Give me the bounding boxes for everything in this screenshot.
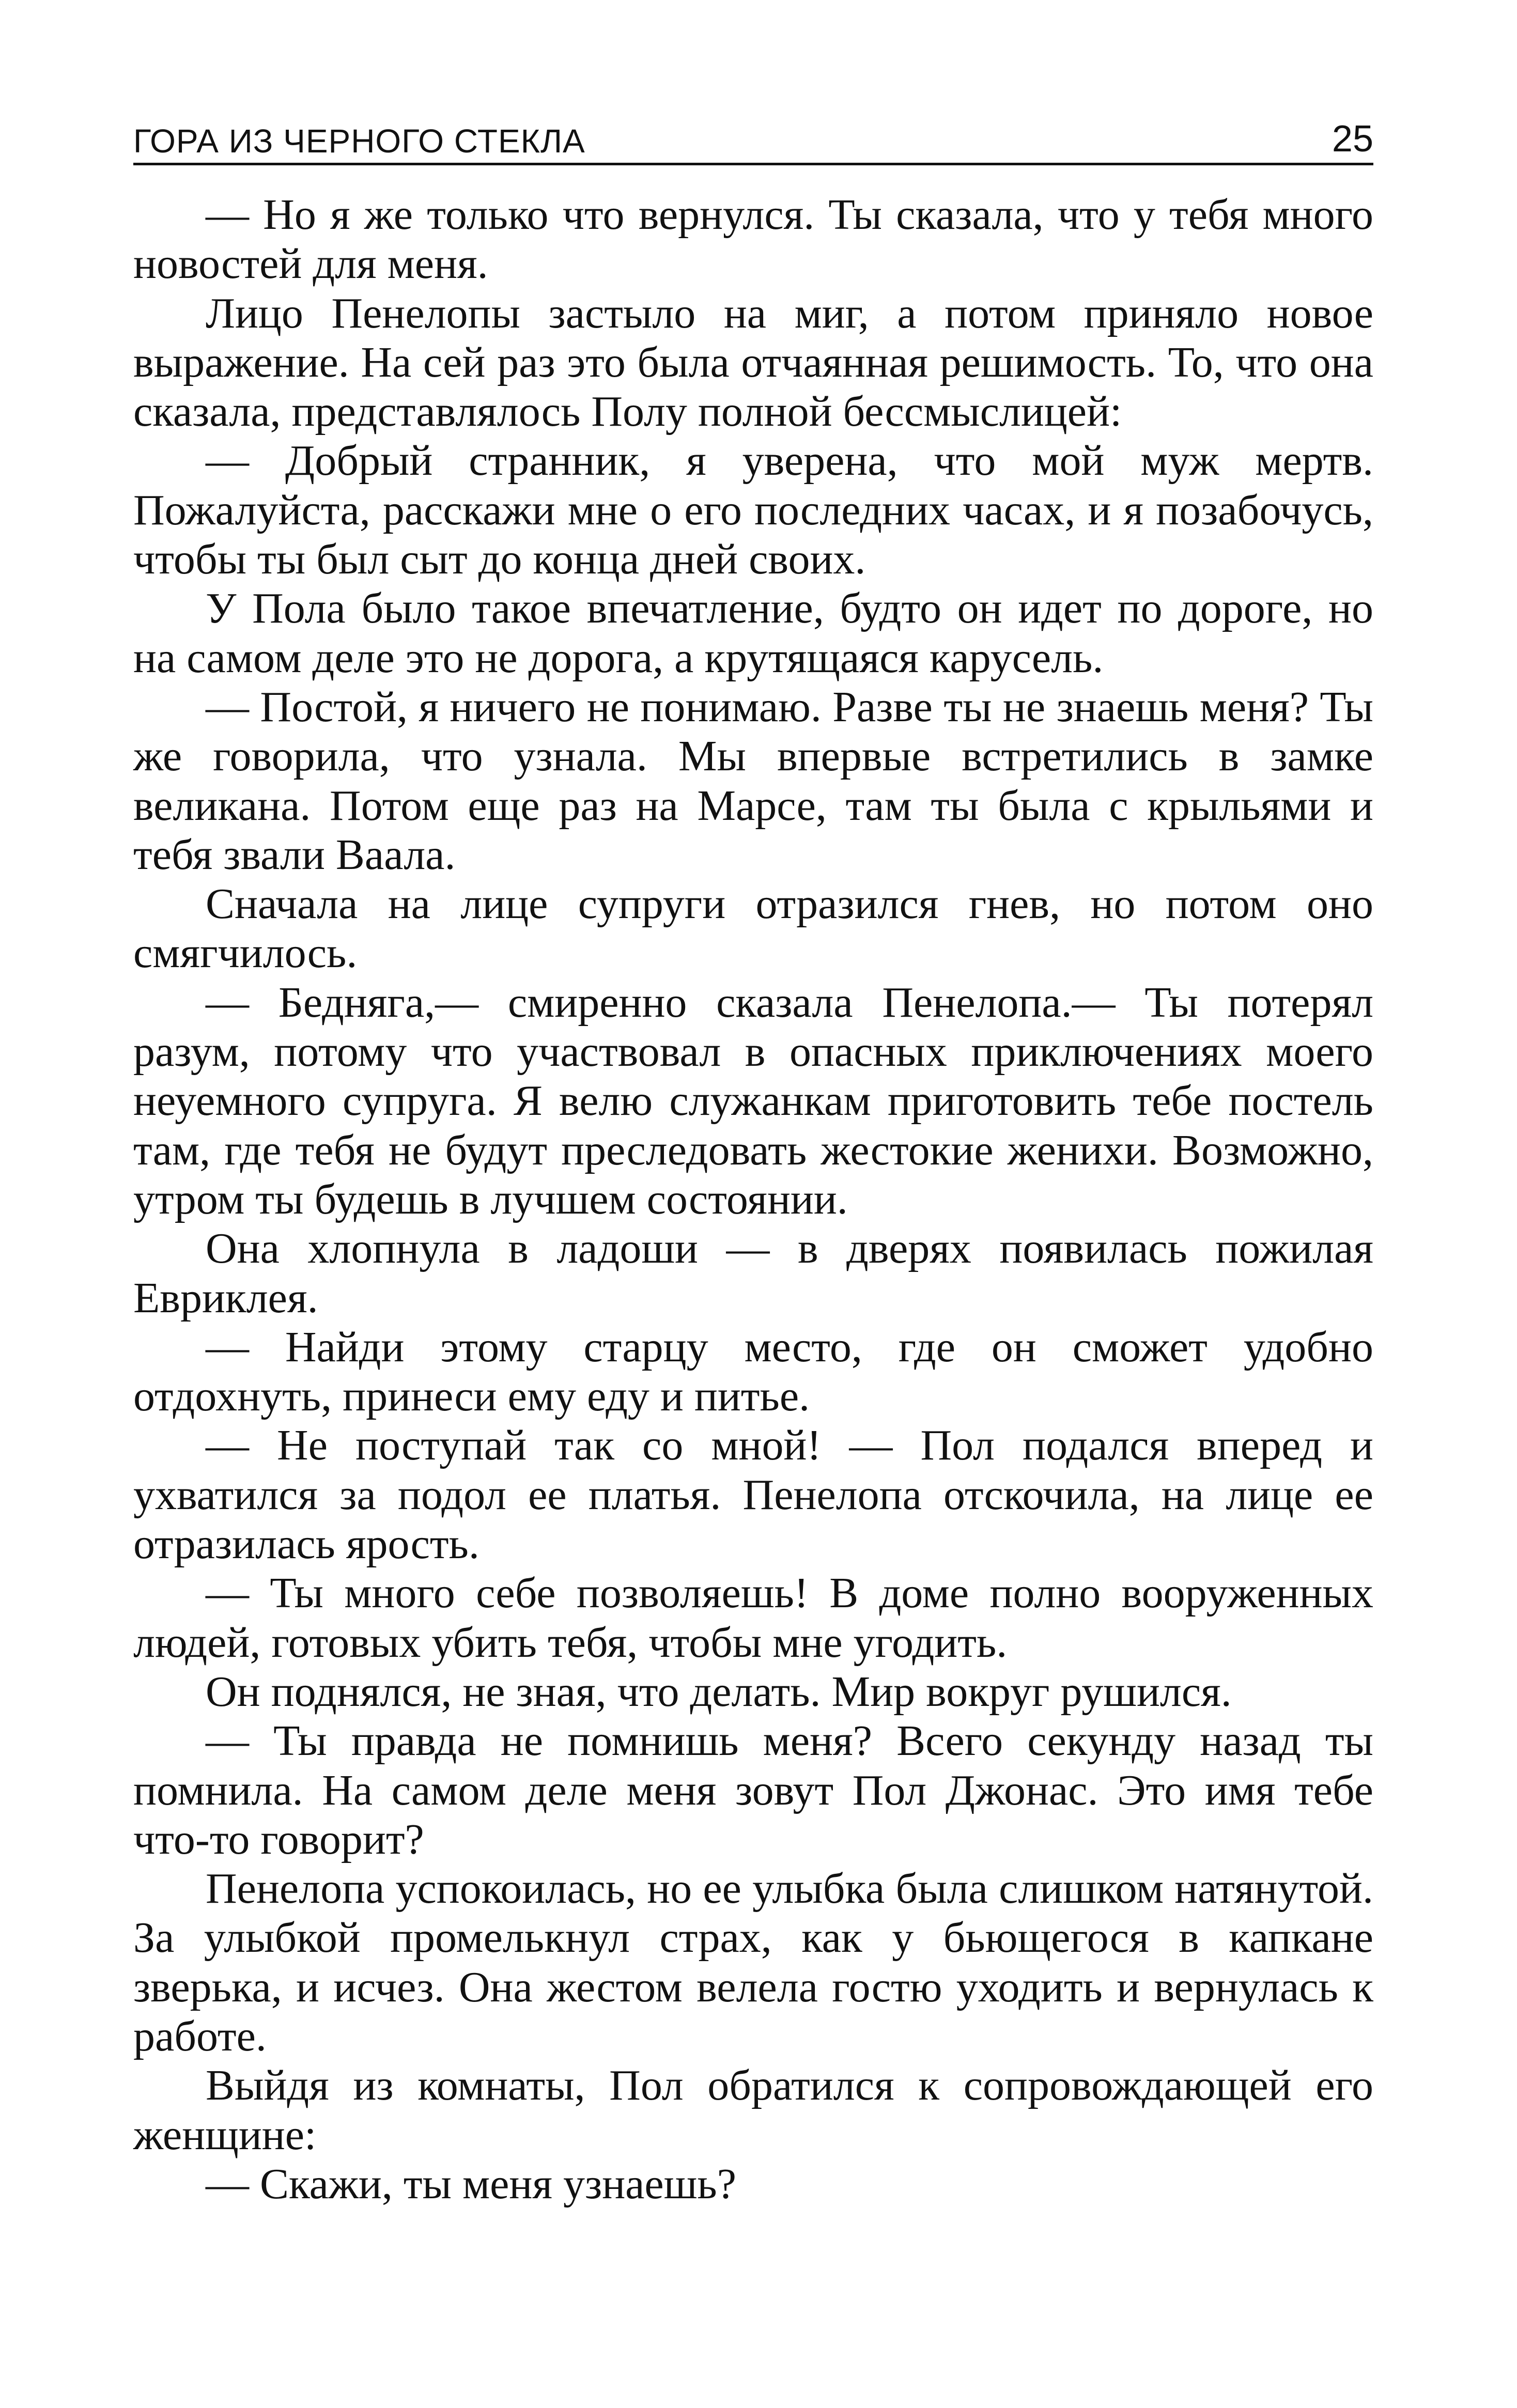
paragraph: — Но я же только что вернулся. Ты сказала, что у тебя много новостей для меня. bbox=[133, 191, 1373, 288]
paragraph: — Скажи, ты меня узнаешь? bbox=[206, 2160, 736, 2208]
paragraph: — Бедняга,— смиренно сказала Пенелопа.— Ты потерял разум, потому что участвовал в опасных приключениях моего неуемного супруга. Я велю служанкам приготовить тебе постель там, где тебя не будут преследовать жестокие женихи. Возможно, утром ты будешь в лучшем состоянии. bbox=[133, 978, 1373, 1223]
paragraph: — Добрый странник, я уверена, что мой муж мертв. Пожалуйста, расскажи мне о его последних часах, и я позабочусь, чтобы ты был сыт до конца дней своих. bbox=[133, 437, 1373, 584]
paragraph: Выйдя из комнаты, Пол обратился к сопровождающей его женщине: bbox=[133, 2061, 1373, 2159]
paragraph: — Постой, я ничего не понимаю. Разве ты не знаешь меня? Ты же говорила, что узнала. Мы впервые встретились в замке великана. Потом еще раз на Марсе, там ты была с крыльями и тебя звали Ваала. bbox=[133, 682, 1373, 879]
paragraph: — Ты правда не помнишь меня? Всего секунду назад ты помнила. На самом деле меня зовут Пол Джонас. Это имя тебе что-то говорит? bbox=[133, 1717, 1373, 1863]
page-number: 25 bbox=[1332, 118, 1373, 160]
paragraph: Она хлопнула в ладоши — в дверях появилась пожилая Евриклея. bbox=[133, 1224, 1373, 1322]
paragraph: Пенелопа успокоилась, но ее улыбка была слишком натянутой. За улыбкой промелькнул страх, как у бьющегося в капкане зверька, и исчез. Она жестом велела гостю уходить и вернулась к работе. bbox=[133, 1865, 1373, 2060]
running-title: ГОРА ИЗ ЧЕРНОГО СТЕКЛА bbox=[133, 122, 585, 160]
body-text bbox=[133, 190, 1373, 2209]
paragraph: Он поднялся, не зная, что делать. Мир вокруг рушился. bbox=[206, 1667, 1232, 1716]
paragraph: — Найди этому старцу место, где он сможет удобно отдохнуть, принеси ему еду и питье. bbox=[133, 1323, 1373, 1421]
paragraph: — Не поступай так со мной! — Пол подался вперед и ухватился за подол ее платья. Пенелопа отскочила, на лице ее отразилась ярость. bbox=[133, 1421, 1373, 1568]
paragraph: Сначала на лице супруги отразился гнев, но потом оно смягчилось. bbox=[133, 880, 1373, 977]
running-head bbox=[133, 111, 1373, 165]
paragraph: У Пола было такое впечатление, будто он идет по дороге, но на самом деле это не дорога, а крутящаяся карусель. bbox=[133, 584, 1373, 682]
paragraph: — Ты много себе позволяешь! В доме полно вооруженных людей, готовых убить тебя, чтобы мне угодить. bbox=[133, 1569, 1373, 1667]
paragraph: Лицо Пенелопы застыло на миг, а потом приняло новое выражение. На сей раз это была отчаянная решимость. То, что она сказала, представлялось Полу полной бессмыслицей: bbox=[133, 289, 1373, 436]
